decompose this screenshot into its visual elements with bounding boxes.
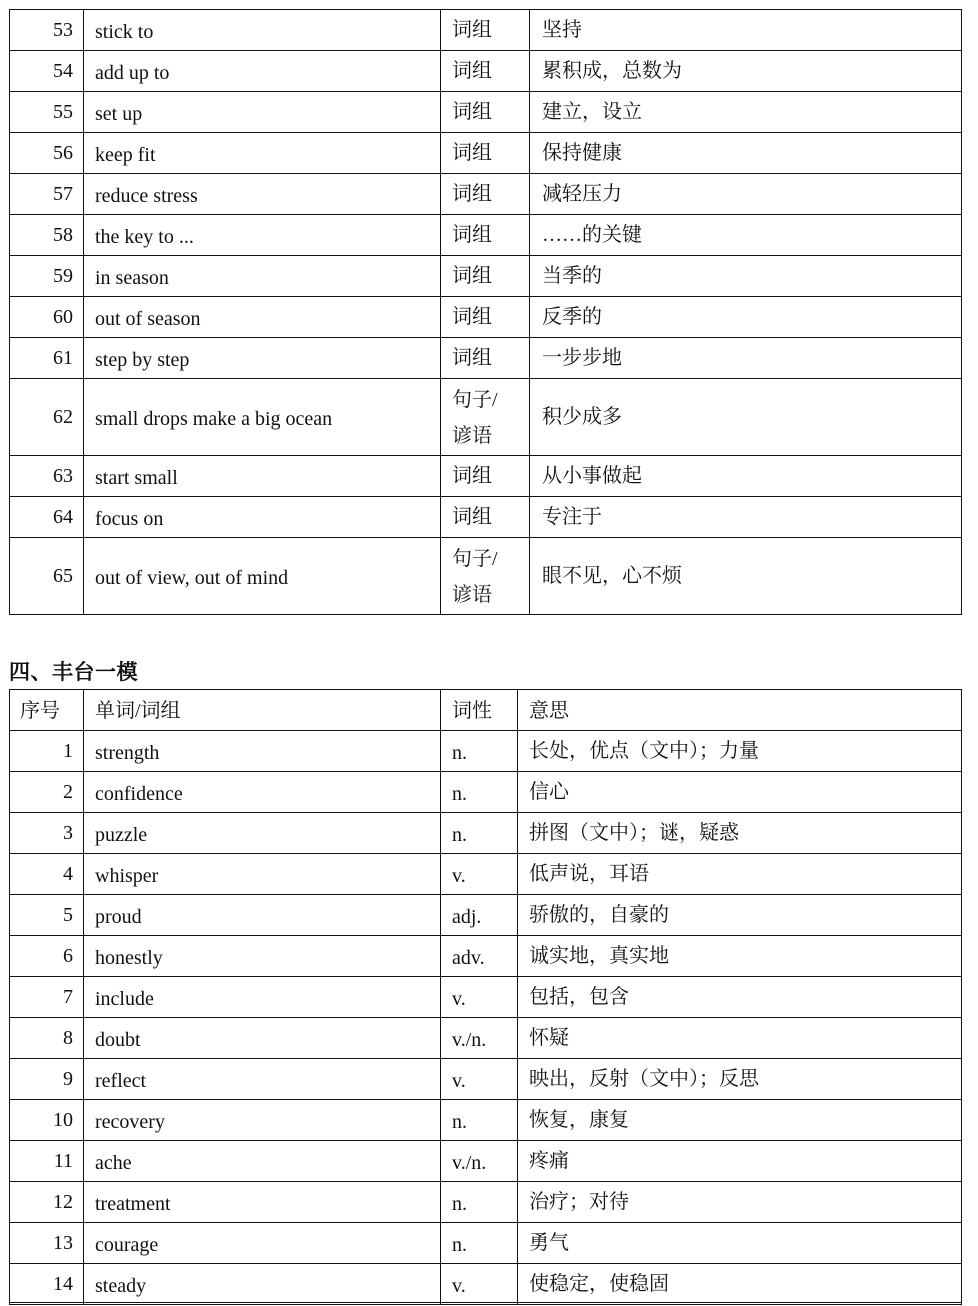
meaning-cell: 拼图（文中）；谜，疑惑 xyxy=(518,813,962,854)
word-cell: honestly xyxy=(84,936,441,977)
row-number: 4 xyxy=(10,854,84,895)
part-of-speech-cell: n. xyxy=(441,772,518,813)
part-of-speech-cell xyxy=(441,538,530,615)
table-row xyxy=(10,92,962,133)
word-cell: confidence xyxy=(84,772,441,813)
header-meaning: 意思 xyxy=(518,690,962,731)
table-row xyxy=(10,174,962,215)
table-row xyxy=(10,813,962,854)
pos-line: 句子/ xyxy=(452,548,498,570)
pos-line: 句子/ xyxy=(452,389,498,411)
table-row xyxy=(10,497,962,538)
row-number: 14 xyxy=(10,1264,84,1305)
table-row xyxy=(10,338,962,379)
meaning-cell: 包括，包含 xyxy=(518,977,962,1018)
meaning-cell: 诚实地，真实地 xyxy=(518,936,962,977)
word-cell: whisper xyxy=(84,854,441,895)
row-number: 59 xyxy=(10,256,84,297)
row-number: 61 xyxy=(10,338,84,379)
word-cell: reflect xyxy=(84,1059,441,1100)
word-cell: set up xyxy=(84,92,441,133)
meaning-cell: 积少成多 xyxy=(530,379,962,456)
word-cell: focus on xyxy=(84,497,441,538)
word-cell: puzzle xyxy=(84,813,441,854)
row-number: 55 xyxy=(10,92,84,133)
table-row xyxy=(10,256,962,297)
meaning-cell: 映出，反射（文中）；反思 xyxy=(518,1059,962,1100)
meaning-cell: 保持健康 xyxy=(530,133,962,174)
part-of-speech-cell xyxy=(441,379,530,456)
meaning-cell: 专注于 xyxy=(530,497,962,538)
word-cell: step by step xyxy=(84,338,441,379)
row-number: 7 xyxy=(10,977,84,1018)
part-of-speech-cell: 词组 xyxy=(441,297,530,338)
row-number: 1 xyxy=(10,731,84,772)
meaning-cell: 从小事做起 xyxy=(530,456,962,497)
pos-line: 谚语 xyxy=(452,425,492,447)
meaning-cell: 眼不见，心不烦 xyxy=(530,538,962,615)
word-cell: reduce stress xyxy=(84,174,441,215)
row-number: 57 xyxy=(10,174,84,215)
row-number: 62 xyxy=(10,379,84,456)
part-of-speech-cell: v. xyxy=(441,1059,518,1100)
header-word: 单词/词组 xyxy=(84,690,441,731)
meaning-cell: 勇气 xyxy=(518,1223,962,1264)
part-of-speech-cell: v./n. xyxy=(441,1018,518,1059)
word-cell: doubt xyxy=(84,1018,441,1059)
meaning-cell: 骄傲的，自豪的 xyxy=(518,895,962,936)
row-number: 6 xyxy=(10,936,84,977)
table-row xyxy=(10,772,962,813)
part-of-speech-cell: v. xyxy=(441,854,518,895)
meaning-cell: 疼痛 xyxy=(518,1141,962,1182)
part-of-speech-cell: adv. xyxy=(441,936,518,977)
part-of-speech-cell: 词组 xyxy=(441,92,530,133)
cut-off-row-border xyxy=(9,1302,961,1306)
meaning-cell: 当季的 xyxy=(530,256,962,297)
row-number: 5 xyxy=(10,895,84,936)
table-row xyxy=(10,215,962,256)
row-number: 8 xyxy=(10,1018,84,1059)
part-of-speech-cell: n. xyxy=(441,731,518,772)
word-cell: courage xyxy=(84,1223,441,1264)
part-of-speech-cell: v. xyxy=(441,977,518,1018)
meaning-cell: 一步步地 xyxy=(530,338,962,379)
row-number: 58 xyxy=(10,215,84,256)
meaning-cell: 累积成，总数为 xyxy=(530,51,962,92)
vocab-table-continued xyxy=(9,9,962,615)
row-number: 13 xyxy=(10,1223,84,1264)
meaning-cell: 治疗；对待 xyxy=(518,1182,962,1223)
row-number: 65 xyxy=(10,538,84,615)
table-row xyxy=(10,1018,962,1059)
word-cell: in season xyxy=(84,256,441,297)
table-row xyxy=(10,379,962,456)
part-of-speech-cell: n. xyxy=(441,1100,518,1141)
word-cell: keep fit xyxy=(84,133,441,174)
table-row xyxy=(10,10,962,51)
table-header-row xyxy=(10,690,962,731)
section-heading: 四、丰台一模 xyxy=(9,660,138,684)
table-row xyxy=(10,1264,962,1305)
word-cell: add up to xyxy=(84,51,441,92)
row-number: 63 xyxy=(10,456,84,497)
meaning-cell: 信心 xyxy=(518,772,962,813)
header-number: 序号 xyxy=(10,690,84,731)
part-of-speech-cell: 词组 xyxy=(441,133,530,174)
row-number: 11 xyxy=(10,1141,84,1182)
meaning-cell: 反季的 xyxy=(530,297,962,338)
row-number: 2 xyxy=(10,772,84,813)
table-row xyxy=(10,895,962,936)
row-number: 53 xyxy=(10,10,84,51)
word-cell: strength xyxy=(84,731,441,772)
part-of-speech-cell: 词组 xyxy=(441,338,530,379)
row-number: 10 xyxy=(10,1100,84,1141)
word-cell: include xyxy=(84,977,441,1018)
word-cell: treatment xyxy=(84,1182,441,1223)
table-row xyxy=(10,1223,962,1264)
meaning-cell: ……的关键 xyxy=(530,215,962,256)
table-row xyxy=(10,1100,962,1141)
table-row xyxy=(10,1182,962,1223)
table-row xyxy=(10,133,962,174)
table-row xyxy=(10,51,962,92)
meaning-cell: 减轻压力 xyxy=(530,174,962,215)
part-of-speech-cell: n. xyxy=(441,813,518,854)
row-number: 60 xyxy=(10,297,84,338)
table-row xyxy=(10,1141,962,1182)
part-of-speech-cell: 词组 xyxy=(441,497,530,538)
part-of-speech-cell: 词组 xyxy=(441,456,530,497)
word-cell: stick to xyxy=(84,10,441,51)
part-of-speech-cell: n. xyxy=(441,1223,518,1264)
meaning-cell: 恢复，康复 xyxy=(518,1100,962,1141)
word-cell: out of view, out of mind xyxy=(84,538,441,615)
meaning-cell: 使稳定，使稳固 xyxy=(518,1264,962,1305)
word-cell: start small xyxy=(84,456,441,497)
word-cell: the key to ... xyxy=(84,215,441,256)
meaning-cell: 低声说，耳语 xyxy=(518,854,962,895)
word-cell: out of season xyxy=(84,297,441,338)
word-cell: recovery xyxy=(84,1100,441,1141)
table-row xyxy=(10,854,962,895)
table-row xyxy=(10,297,962,338)
table-row xyxy=(10,538,962,615)
table-row xyxy=(10,456,962,497)
word-cell: small drops make a big ocean xyxy=(84,379,441,456)
row-number: 54 xyxy=(10,51,84,92)
table-row xyxy=(10,977,962,1018)
part-of-speech-cell: 词组 xyxy=(441,256,530,297)
part-of-speech-cell: 词组 xyxy=(441,215,530,256)
row-number: 9 xyxy=(10,1059,84,1100)
part-of-speech-cell: v. xyxy=(441,1264,518,1305)
row-number: 64 xyxy=(10,497,84,538)
word-cell: ache xyxy=(84,1141,441,1182)
meaning-cell: 怀疑 xyxy=(518,1018,962,1059)
pos-line: 谚语 xyxy=(452,584,492,606)
word-cell: steady xyxy=(84,1264,441,1305)
header-part-of-speech: 词性 xyxy=(441,690,518,731)
table-row xyxy=(10,1059,962,1100)
meaning-cell: 坚持 xyxy=(530,10,962,51)
vocab-table-fengtai xyxy=(9,689,962,1305)
word-cell: proud xyxy=(84,895,441,936)
row-number: 3 xyxy=(10,813,84,854)
part-of-speech-cell: 词组 xyxy=(441,10,530,51)
row-number: 12 xyxy=(10,1182,84,1223)
part-of-speech-cell: adj. xyxy=(441,895,518,936)
meaning-cell: 建立，设立 xyxy=(530,92,962,133)
part-of-speech-cell: 词组 xyxy=(441,51,530,92)
table-row xyxy=(10,731,962,772)
row-number: 56 xyxy=(10,133,84,174)
part-of-speech-cell: n. xyxy=(441,1182,518,1223)
part-of-speech-cell: v./n. xyxy=(441,1141,518,1182)
part-of-speech-cell: 词组 xyxy=(441,174,530,215)
table-row xyxy=(10,936,962,977)
meaning-cell: 长处，优点（文中）；力量 xyxy=(518,731,962,772)
